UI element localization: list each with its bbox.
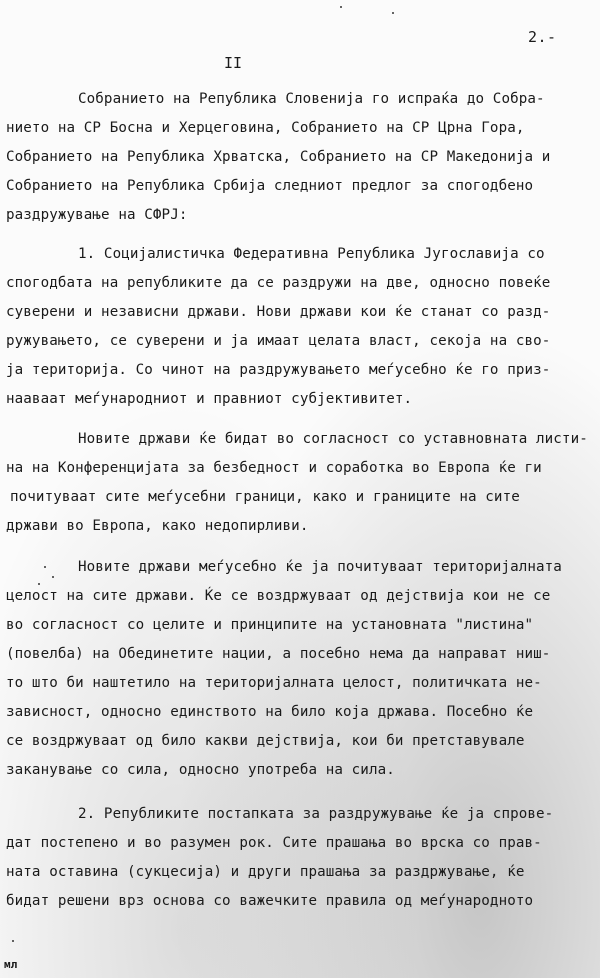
text-line: Новите држави ќе бидат во согласност со уставновната листи- xyxy=(78,431,588,447)
text-line: се воздржуваат од било какви дејствија, кои би претставувале xyxy=(6,733,525,749)
text-line: (повелба) на Обединетите нации, а посебно нема да направат ниш- xyxy=(6,646,551,662)
text-line: заканување со сила, односно употреба на сила. xyxy=(6,762,395,778)
text-line: 2. Републиките постапката за раздружување ќе ја спрове- xyxy=(78,806,554,822)
text-line: нието на СР Босна и Херцеговина, Собранието на СР Црна Гора, xyxy=(6,120,525,136)
scan-speck xyxy=(12,940,14,942)
text-line: држави во Европа, како недопирливи. xyxy=(6,518,309,534)
text-line: раздружување на СФРЈ: xyxy=(6,207,188,223)
page-number: 2.- xyxy=(528,28,557,46)
text-line: целост на сите држави. Ќе се воздржуваат од дејствија кои не се xyxy=(6,588,551,604)
text-line: 1. Социјалистичка Федеративна Република Југославија со xyxy=(78,246,545,262)
text-line: зависност, односно единството на било која држава. Посебно ќе xyxy=(6,704,534,720)
scan-speck xyxy=(340,6,342,8)
text-line: нааваат меѓународниот и правниот субјективитет. xyxy=(6,391,413,407)
section-heading: II xyxy=(224,54,243,72)
text-line: во согласност со целите и принципите на установната "листина" xyxy=(6,617,534,633)
text-line: ружувањето, се суверени и ја имаат целата власт, секоја на сво- xyxy=(6,333,551,349)
text-line: бидат решени врз основа со важечките правила од меѓународното xyxy=(6,893,534,909)
footer-initials: мл xyxy=(4,958,18,971)
scan-speck xyxy=(44,566,46,568)
text-line: почитуваат сите меѓусебни граници, како и границите на сите xyxy=(10,489,520,505)
text-line: дат постепено и во разумен рок. Сите прашања во врска со прав- xyxy=(6,835,542,851)
text-line: Собранието на Република Србија следниот предлог за спогодбено xyxy=(6,178,534,194)
text-line: на на Конференцијата за безбедност и соработка во Европа ќе ги xyxy=(6,460,542,476)
text-line: Собранието на Република Словенија го испраќа до Собра- xyxy=(78,91,545,107)
scan-speck xyxy=(38,583,40,585)
text-line: ната оставина (сукцесија) и други прашања за раздржување, ќе xyxy=(6,864,525,880)
text-line: ја територија. Со чинот на раздружувањето меѓусебно ќе го приз- xyxy=(6,362,551,378)
text-line: Новите држави меѓусебно ќе ја почитуваат територијалната xyxy=(78,559,562,575)
text-line: то што би наштетило на територијалната целост, политичката не- xyxy=(6,675,542,691)
text-line: спогодбата на републиките да се раздружи на две, односно повеќе xyxy=(6,275,551,291)
scan-speck xyxy=(52,576,54,578)
text-line: Собранието на Република Хрватска, Собранието на СР Македонија и xyxy=(6,149,551,165)
scan-speck xyxy=(392,12,394,14)
text-line: суверени и независни држави. Нови држави кои ќе станат со разд- xyxy=(6,304,551,320)
